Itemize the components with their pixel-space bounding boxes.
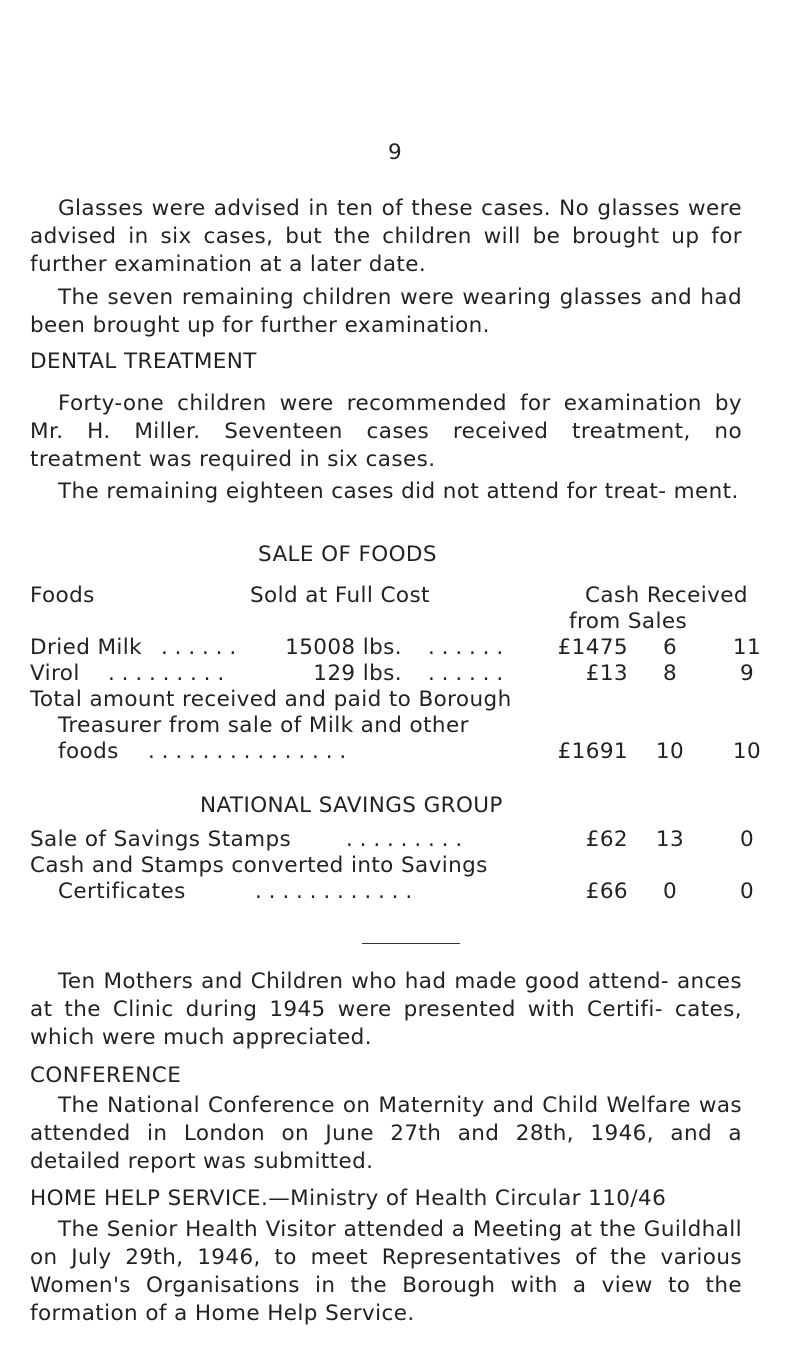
leader-dots: . . . . . . [428, 661, 504, 686]
conference-paragraph: The National Conference on Maternity and Child Welfare was attended in London on June 27th and 28th, 1946, and a detailed report was submitted. [30, 1093, 742, 1174]
row-quantity: 129 lbs. [313, 661, 402, 686]
row-pounds: £13 [585, 661, 628, 686]
total-pounds: £1691 [557, 739, 628, 764]
stamps-label: Sale of Savings Stamps [30, 827, 292, 852]
row-label: Virol [30, 661, 80, 686]
total-text-line-2: Treasurer from sale of Milk and other [58, 713, 469, 738]
home-help-paragraph: The Senior Health Visitor attended a Meeting at the Guildhall on July 29th, 1946, to meet Representatives of the various Women's Organisations in the Borough with a view to the formation of a Home Help Service. [30, 1217, 742, 1326]
leader-dots: . . . . . . [428, 635, 504, 660]
seven-children-paragraph: The seven remaining children were wearing glasses and had been brought up for further examination. [30, 285, 742, 338]
row-shillings: 6 [662, 635, 678, 660]
total-pence: 10 [732, 739, 762, 764]
cash-column-subheader: from Sales [569, 609, 688, 634]
certificates-pounds: £66 [585, 879, 628, 904]
certificates-shillings: 0 [662, 879, 678, 904]
stamps-shillings: 13 [655, 827, 685, 852]
leader-dots: . . . . . . . . . [108, 661, 225, 686]
dental-heading: DENTAL TREATMENT [30, 349, 257, 374]
dental-remaining-paragraph: The remaining eighteen cases did not attend for treat- ment. [58, 479, 739, 504]
section-divider [362, 943, 460, 944]
row-quantity: 15008 lbs. [285, 635, 402, 660]
stamps-pence: 0 [739, 827, 755, 852]
page-number: 9 [388, 140, 403, 165]
foods-column-header: Foods [30, 583, 95, 608]
home-help-heading: HOME HELP SERVICE.—Ministry of Health Circular 110/46 [30, 1186, 667, 1211]
cash-column-header: Cash Received [585, 583, 748, 608]
leader-dots: . . . . . . . . . [346, 827, 463, 852]
leader-dots: . . . . . . . . . . . . . . . [148, 739, 347, 764]
stamps-pounds: £62 [585, 827, 628, 852]
sold-column-header: Sold at Full Cost [250, 583, 430, 608]
row-pounds: £1475 [557, 635, 628, 660]
total-text-line-3: foods [58, 739, 119, 764]
total-text-line-1: Total amount received and paid to Borough [30, 687, 512, 712]
mothers-paragraph: Ten Mothers and Children who had made good attend- ances at the Clinic during 1945 were presented with Certifi- cates, which were much appreciated. [30, 969, 742, 1050]
leader-dots: . . . . . . [161, 635, 237, 660]
row-label: Dried Milk [30, 635, 143, 660]
certificates-label-line-2: Certificates [58, 879, 186, 904]
certificates-pence: 0 [739, 879, 755, 904]
dental-paragraph: Forty-one children were recommended for examination by Mr. H. Miller. Seventeen cases received treatment, no treatment was required in six cases. [30, 391, 742, 472]
certificates-label-line-1: Cash and Stamps converted into Savings [30, 853, 488, 878]
glasses-paragraph: Glasses were advised in ten of these cases. No glasses were advised in six cases, but the children will be brought up for further examination at a later date. [30, 196, 742, 277]
total-shillings: 10 [655, 739, 685, 764]
row-shillings: 8 [662, 661, 678, 686]
row-pence: 9 [739, 661, 755, 686]
row-pence: 11 [732, 635, 762, 660]
leader-dots: . . . . . . . . . . . . [255, 879, 413, 904]
sale-of-foods-heading: SALE OF FOODS [258, 542, 437, 567]
conference-heading: CONFERENCE [30, 1063, 182, 1088]
national-savings-heading: NATIONAL SAVINGS GROUP [200, 793, 503, 818]
